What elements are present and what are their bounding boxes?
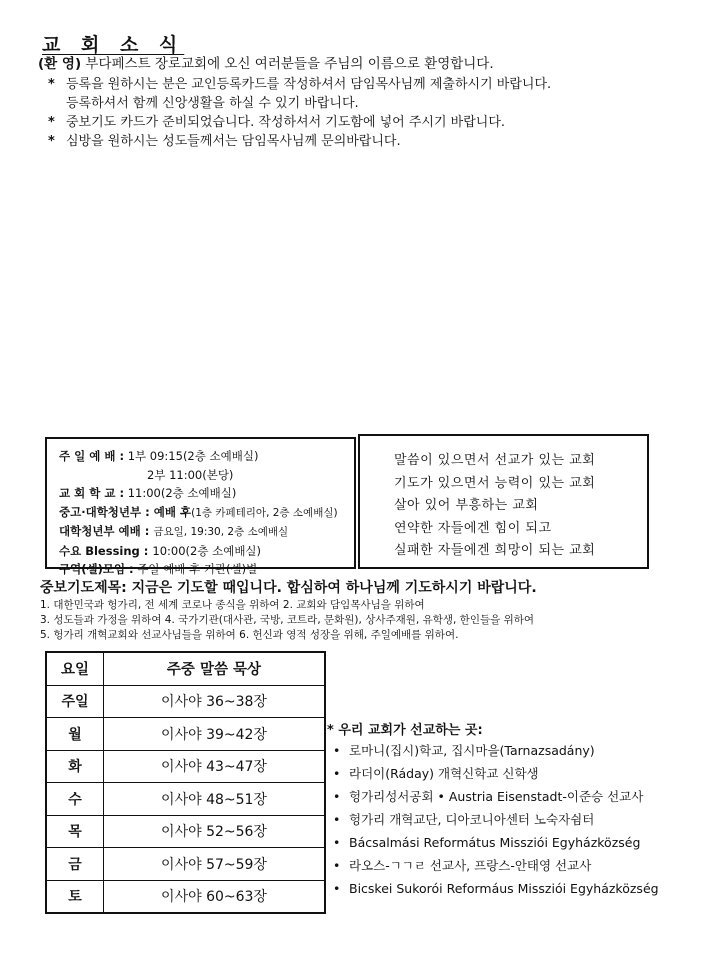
bullet-icon: • [333, 881, 341, 896]
prayer-title: 중보기도제목: 지금은 기도할 때입니다. 합심하여 하나님께 기도하시기 바랍니다. [40, 580, 537, 596]
bullet-icon: • [333, 766, 341, 781]
page-title: 교 회 소 식 [42, 34, 185, 56]
notice-item [48, 94, 359, 113]
mission-item [333, 831, 640, 855]
cell-group-row [59, 560, 354, 579]
mission-item [333, 854, 591, 878]
mission-text: 라오스-ㄱㄱㄹ 선교사, 프랑스-안태영 선교사 [349, 858, 592, 873]
mission-text: 헝가리 개혁교단, 디아코니아센터 노숙자쉼터 [349, 812, 595, 827]
sunday-service-first: 1부 09:15(2층 소예배실) [124, 449, 259, 463]
welcome-text: 부다페스트 장로교회에 오신 여러분들을 주님의 이름으로 환영합니다. [81, 56, 494, 72]
wednesday-label: 수요 Blessing : [59, 543, 153, 558]
vision-line: 말씀이 있으면서 선교가 있는 교회 [394, 453, 596, 468]
mission-item [333, 877, 659, 901]
mission-title: * 우리 교회가 선교하는 곳: [327, 723, 483, 738]
notice-item [48, 132, 401, 151]
reading-cell: 이사야 48~51장 [104, 783, 326, 816]
youth-row [59, 503, 354, 523]
bullet-icon: • [333, 835, 341, 850]
wednesday-time: 10:00(2층 소예배실) [152, 543, 262, 558]
day-cell: 수 [46, 783, 104, 816]
mission-item [333, 808, 594, 832]
bible-reading-table [45, 651, 326, 914]
mission-item [333, 762, 539, 786]
day-cell: 주일 [46, 685, 104, 718]
mission-text: 로마니(집시)학교, 집시마을(Tarnazsadány) [349, 743, 595, 758]
youth-label: 중고·대학청년부 : [59, 504, 154, 519]
reading-cell: 이사야 36~38장 [104, 685, 326, 718]
notice-bullet: * [48, 115, 55, 130]
welcome-line [38, 55, 494, 74]
young-adult-time: 금요일, 19:30, 2층 소예배실 [153, 526, 289, 538]
vision-line: 기도가 있으면서 능력이 있는 교회 [394, 475, 596, 491]
table-row [46, 848, 325, 881]
notice-text: 등록을 원하시는 분은 교인등록카드를 작성하셔서 담임목사님께 제출하시기 바랍니다. [66, 77, 552, 92]
day-cell: 금 [46, 848, 104, 881]
sunday-service-second: 2부 11:00(본당) [147, 467, 234, 482]
wednesday-row [59, 542, 354, 561]
table-row [46, 718, 325, 751]
table-row [46, 880, 325, 913]
table-row [46, 750, 325, 783]
prayer-item: 1. 대한민국과 헝가리, 전 세계 코로나 종식을 위하여 2. 교회와 담임목사님을 위하여 [40, 599, 425, 611]
notice-item [48, 75, 551, 94]
reading-cell: 이사야 43~47장 [104, 750, 326, 783]
notice-bullet: * [48, 77, 55, 92]
vision-line: 실패한 자들에겐 희망이 되는 교회 [394, 543, 596, 558]
mission-text: 헝가리성서공회 • Austria Eisenstadt-이준승 선교사 [349, 789, 644, 804]
day-cell: 토 [46, 880, 104, 913]
vision-line: 연약한 자들에겐 힘이 되고 [394, 520, 552, 536]
table-row [46, 783, 325, 816]
notice-bullet: * [48, 134, 55, 149]
church-vision-box [358, 434, 649, 569]
youth-location: (1층 카페테리아, 2층 소예배실) [191, 506, 338, 519]
mission-item [333, 739, 595, 763]
table-row [46, 685, 325, 718]
header-day: 요일 [46, 652, 104, 685]
cell-group-time: 주일 예배 후 기관(셀)별 [133, 562, 258, 576]
table-row [46, 815, 325, 848]
notice-text: 중보기도 카드가 준비되었습니다. 작성하셔서 기도함에 넣어 주시기 바랍니다. [66, 115, 506, 130]
mission-text: 라더이(Ráday) 개혁신학교 신학생 [349, 766, 539, 781]
youth-time: 예배 후 [153, 504, 192, 519]
mission-text: Bácsalmási Református Missziói Egyházközség [349, 835, 641, 850]
notice-text: 등록하셔서 함께 신앙생활을 하실 수 있기 바랍니다. [66, 96, 359, 111]
notice-text: 심방을 원하시는 성도들께서는 담임목사님께 문의바랍니다. [66, 134, 401, 149]
day-cell: 월 [46, 718, 104, 751]
prayer-item: 3. 성도들과 가정을 위하여 4. 국가기관(대사관, 국방, 코트라, 문화원), 상사주재원, 유학생, 한인들을 위하여 [40, 614, 535, 626]
reading-cell: 이사야 52~56장 [104, 815, 326, 848]
welcome-label: (환 영) [38, 56, 82, 72]
day-cell: 목 [46, 815, 104, 848]
table-header-row [46, 652, 325, 685]
church-school-label: 교 회 학 교 : [59, 486, 125, 500]
sunday-service-label: 주 일 예 배 : [59, 449, 125, 463]
reading-cell: 이사야 57~59장 [104, 848, 326, 881]
bullet-icon: • [333, 743, 341, 758]
mission-item [333, 785, 643, 809]
header-reading: 주중 말씀 묵상 [104, 652, 326, 685]
reading-cell: 이사야 60~63장 [104, 880, 326, 913]
bullet-icon: • [333, 812, 341, 827]
day-cell: 화 [46, 750, 104, 783]
church-school-row [59, 484, 354, 503]
notice-item [48, 113, 505, 132]
vision-line: 살아 있어 부흥하는 교회 [394, 498, 539, 513]
bullet-icon: • [333, 858, 341, 873]
mission-text: Bicskei Sukorói Reformáus Missziói Egyházközség [349, 881, 659, 896]
reading-cell: 이사야 39~42장 [104, 718, 326, 751]
bullet-icon: • [333, 789, 341, 804]
young-adult-label: 대학청년부 예배 : [59, 524, 154, 538]
service-schedule-box [45, 437, 356, 576]
sunday-service-row [59, 447, 354, 466]
prayer-item: 5. 헝가리 개혁교회와 선교사님들을 위하여 6. 헌신과 영적 성장을 위해, 주일예배를 위하여. [40, 629, 459, 641]
church-school-time: 11:00(2층 소예배실) [124, 486, 237, 500]
cell-group-label: 구역(셀)모임 : [59, 562, 134, 576]
young-adult-row [59, 522, 354, 542]
